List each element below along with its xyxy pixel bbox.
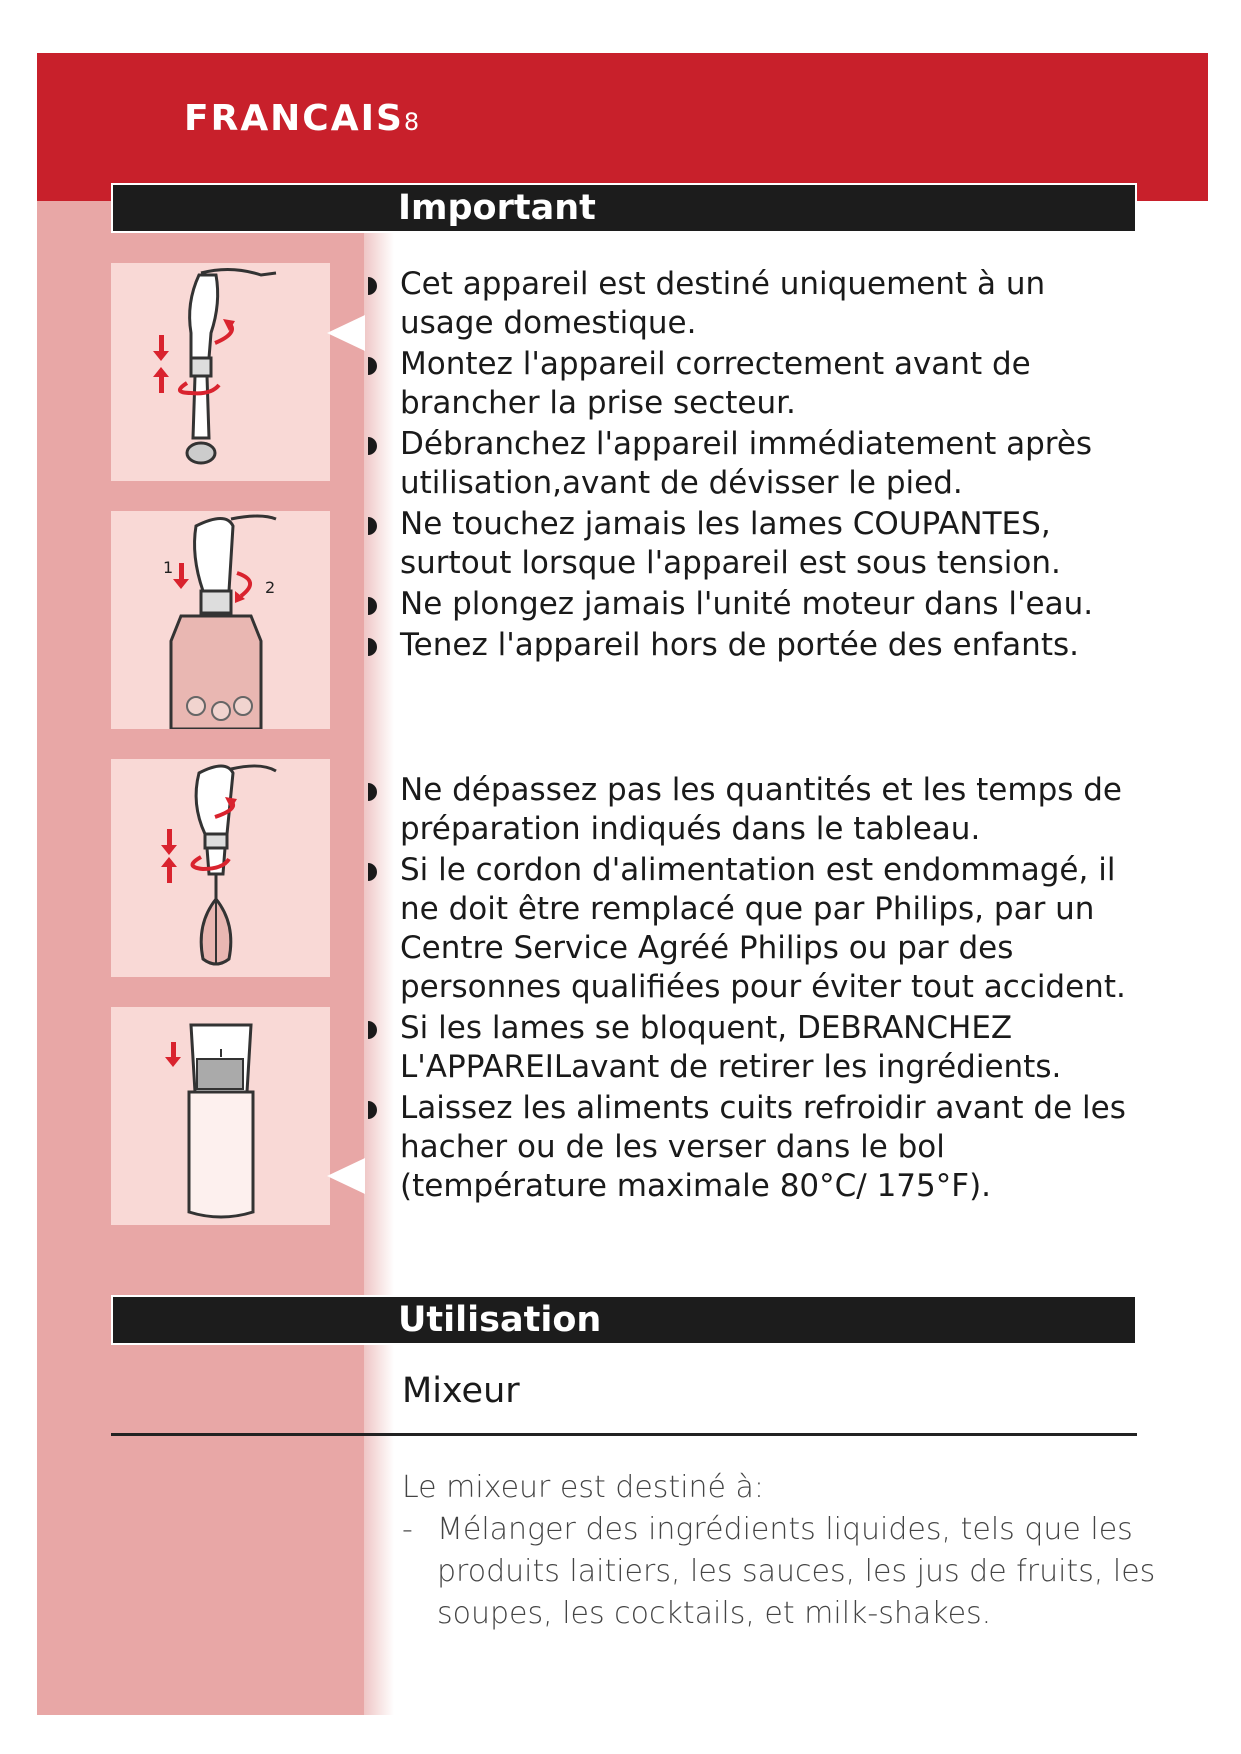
figure-label-1: 1 bbox=[163, 558, 174, 577]
important-list-1 bbox=[365, 265, 1145, 667]
figure-attach-whisk bbox=[111, 759, 330, 977]
manual-page bbox=[37, 53, 1208, 1715]
language-title: FRANCAIS bbox=[184, 98, 404, 139]
list-item: Ne touchez jamais les lames COUPANTES, surtout lorsque l'appareil est sous tension. bbox=[365, 505, 1145, 583]
list-item: Laissez les aliments cuits refroidir avant de les hacher ou de les verser dans le bol (température maximale 80°C/ 175°F). bbox=[365, 1089, 1145, 1206]
subsection-rule bbox=[111, 1433, 1137, 1436]
list-item: Débranchez l'appareil immédiatement après utilisation,avant de dévisser le pied. bbox=[365, 425, 1145, 503]
section-title-utilisation: Utilisation bbox=[398, 1300, 602, 1340]
section-title-important: Important bbox=[398, 188, 596, 228]
section-bar-utilisation bbox=[111, 1295, 1137, 1345]
list-item: Ne plongez jamais l'unité moteur dans l'eau. bbox=[365, 585, 1145, 624]
figure-attach-chopper bbox=[111, 511, 330, 729]
header-band bbox=[37, 53, 1208, 201]
section-bar-important bbox=[111, 183, 1137, 233]
subsection-heading: Mixeur bbox=[402, 1371, 520, 1411]
page-header bbox=[184, 98, 419, 139]
list-item: Montez l'appareil correctement avant de brancher la prise secteur. bbox=[365, 345, 1145, 423]
mixer-use-item: - Mélanger des ingrédients liquides, tels que les produits laitiers, les sauces, les jus de fruits, les soupes, les cocktails, et milk-shakes. bbox=[402, 1509, 1182, 1635]
whisk-illustration bbox=[111, 759, 330, 977]
list-item: Si les lames se bloquent, DEBRANCHEZ L'APPAREILavant de retirer les ingrédients. bbox=[365, 1009, 1145, 1087]
page-number: 8 bbox=[403, 108, 420, 136]
pointer-arrow bbox=[327, 1158, 365, 1194]
mixer-intro: Le mixeur est destiné à: bbox=[402, 1470, 765, 1505]
figure-label-2: 2 bbox=[265, 578, 276, 597]
list-item: Si le cordon d'alimentation est endommagé, il ne doit être remplacé que par Philips, par un Centre Service Agréé Philips ou par des personnes qualifiées pour éviter tout accident. bbox=[365, 851, 1145, 1007]
figure-beaker bbox=[111, 1007, 330, 1225]
mixer-description bbox=[402, 1467, 1182, 1635]
figure-assemble-blender-foot bbox=[111, 263, 330, 481]
important-list-2 bbox=[365, 771, 1145, 1208]
blender-foot-illustration bbox=[111, 263, 330, 481]
list-item: Tenez l'appareil hors de portée des enfants. bbox=[365, 626, 1145, 665]
beaker-illustration bbox=[111, 1007, 330, 1225]
list-item: Cet appareil est destiné uniquement à un usage domestique. bbox=[365, 265, 1145, 343]
chopper-illustration bbox=[111, 511, 330, 729]
pointer-arrow bbox=[327, 315, 365, 351]
list-item: Ne dépassez pas les quantités et les temps de préparation indiqués dans le tableau. bbox=[365, 771, 1145, 849]
